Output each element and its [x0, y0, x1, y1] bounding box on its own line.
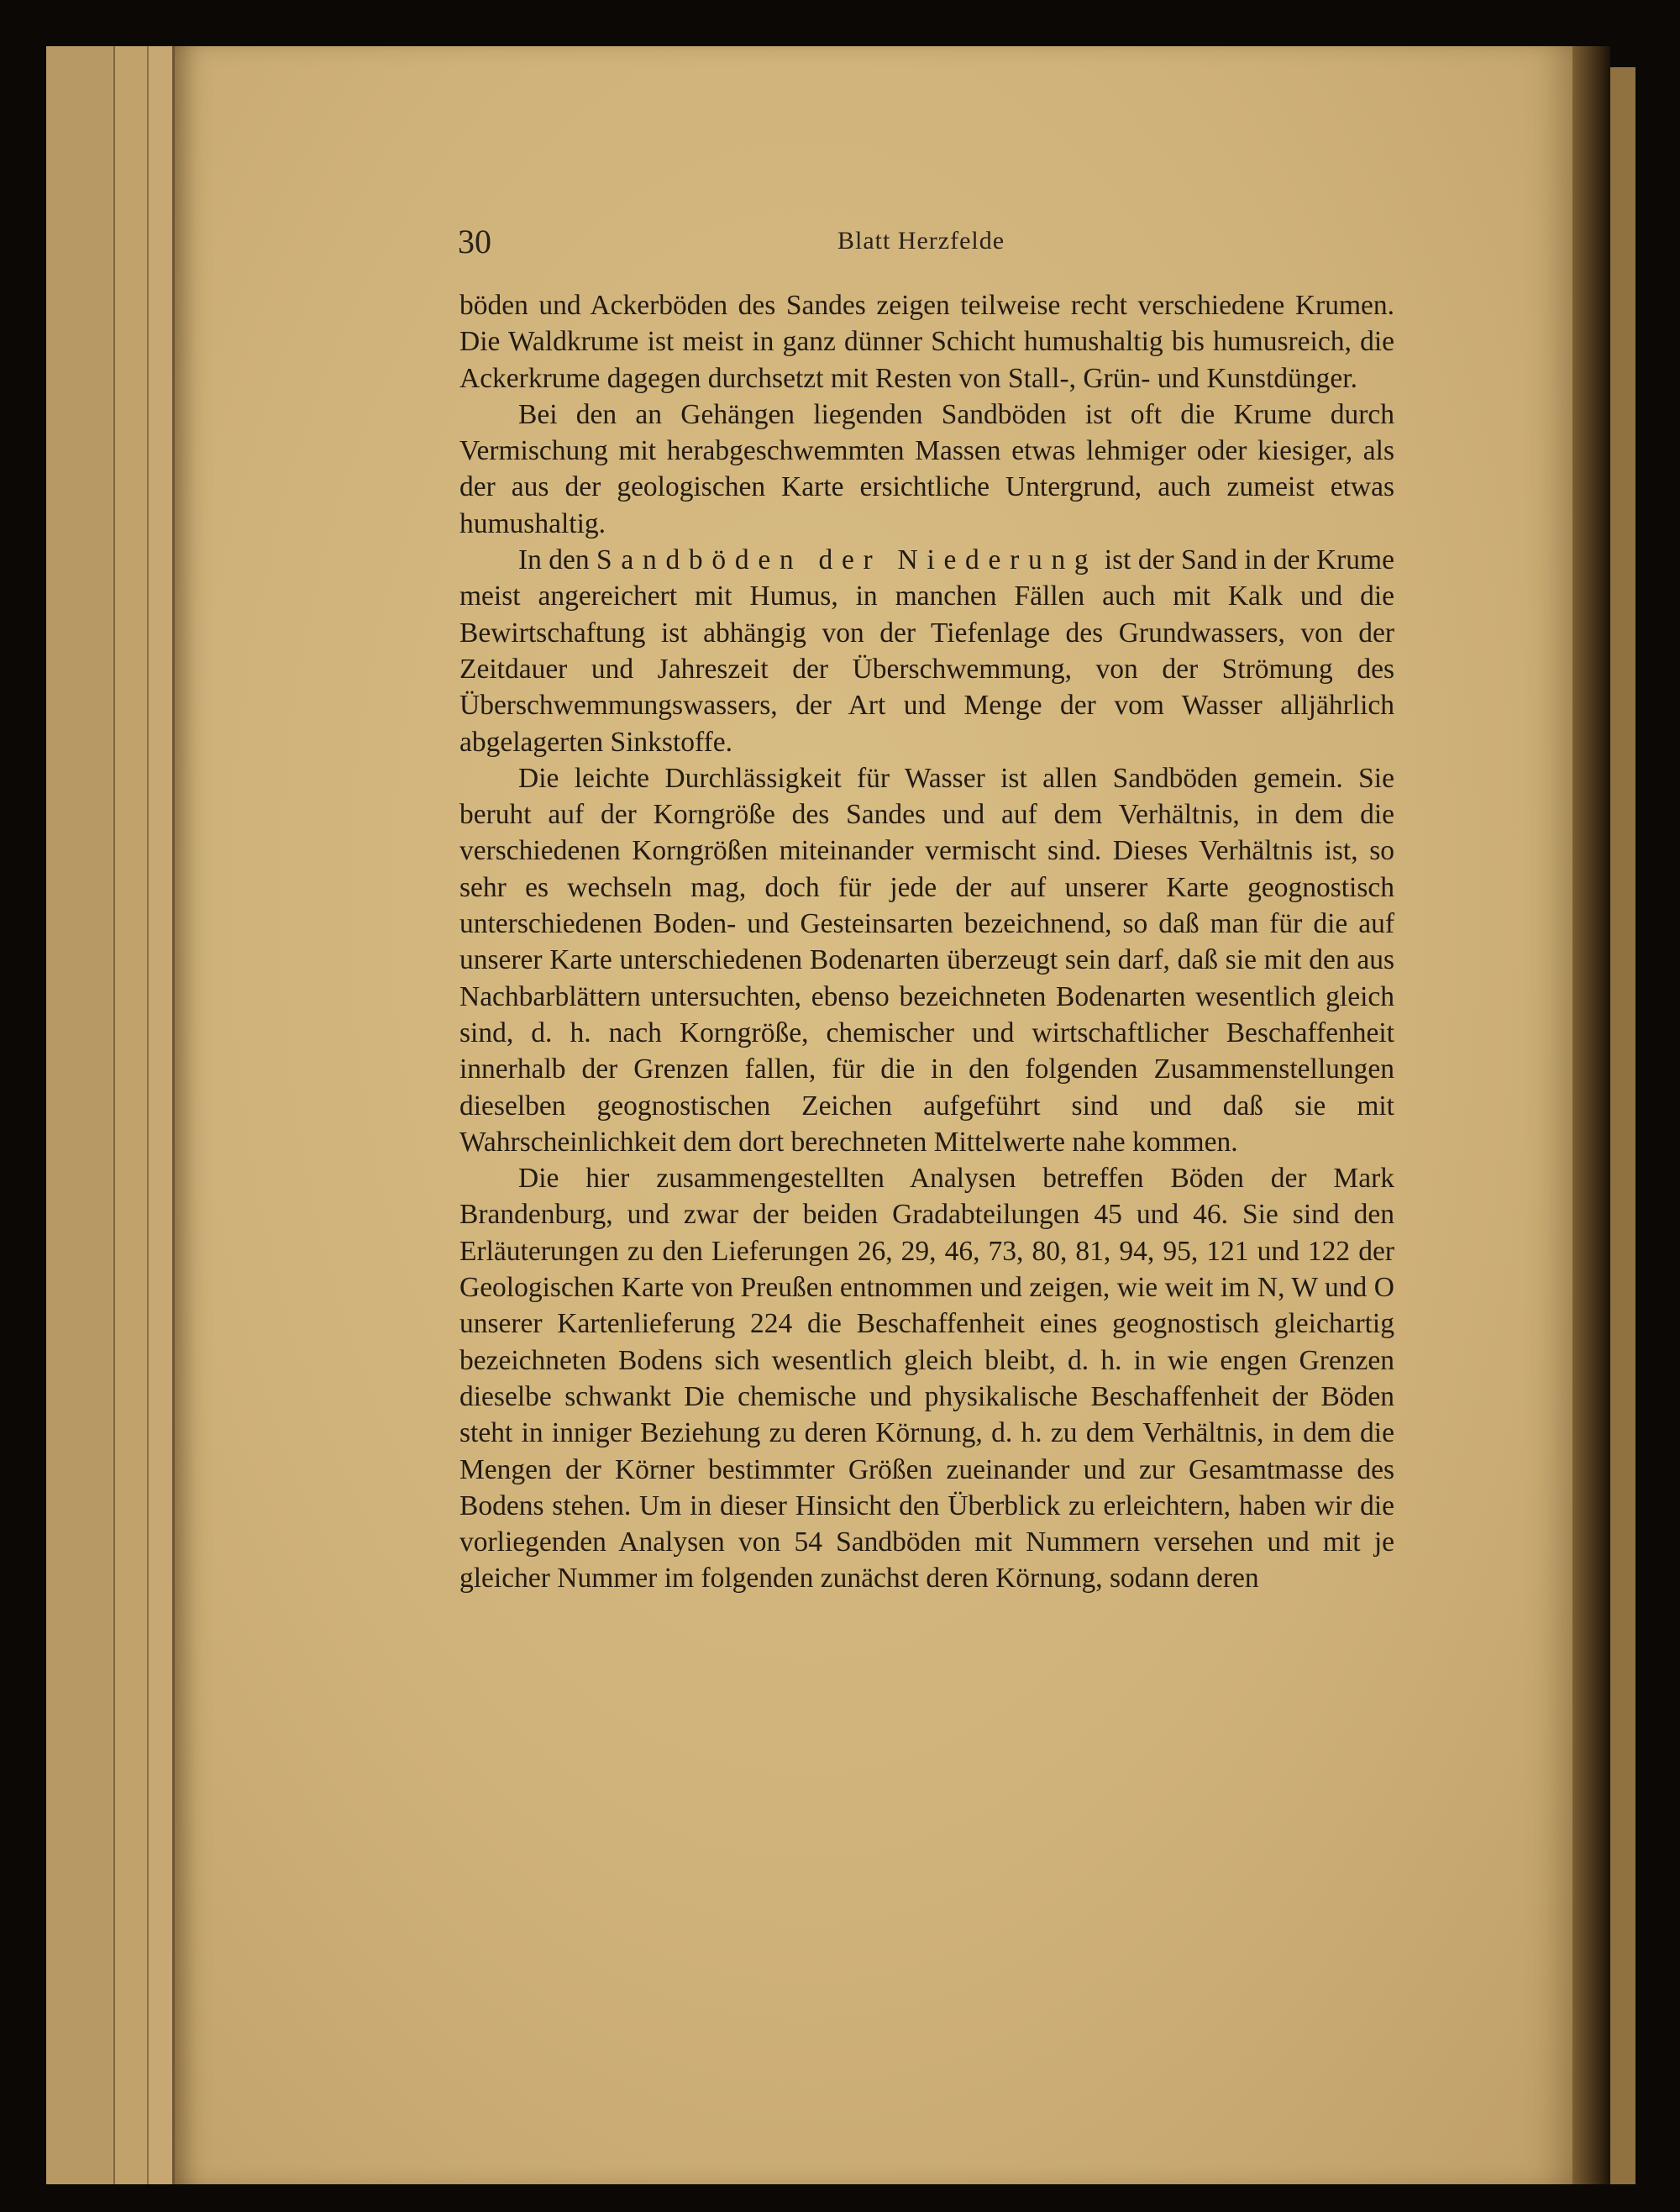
- page-header: [458, 225, 1399, 259]
- body-text: [459, 287, 1394, 1597]
- paragraph-3: [459, 542, 1394, 760]
- paragraph-2: Bei den an Gehängen liegenden Sandböden ist oft die Krume durch Vermischung mit herabgeschwemmten Massen etwas lehmiger oder kiesiger, als der aus der geologischen Karte ersichtliche Untergrund, auch zumeist etwas humushaltig.: [459, 398, 1394, 539]
- page-number: 30: [458, 223, 491, 260]
- paragraph-4: Die leichte Durchlässigkeit für Wasser ist allen Sandböden gemein. Sie beruht auf der Korngröße des Sandes und auf dem Verhältnis, in dem die verschiedenen Korngrößen miteinander vermischt sind. Dieses Verhältnis ist, so sehr es wechseln mag, doch für jede der auf unserer Karte geognostisch unterschiedenen Boden- und Gesteinsarten bezeichnend, so daß man für die auf unserer Karte unterschiedenen Bodenarten überzeugt sein darf, daß sie mit den aus Nachbarblättern untersuchten, ebenso bezeichneten Bodenarten wesentlich gleich sind, d. h. nach Korngröße, chemischer und wirtschaftlicher Beschaffenheit innerhalb der Grenzen fallen, für die in den folgenden Zusammenstellungen dieselben geognostischen Zeichen aufgeführt sind und daß sie mit Wahrscheinlichkeit dem dort berechneten Mittelwerte nahe kommen.: [459, 762, 1394, 1158]
- running-title: Blatt Herzfelde: [837, 227, 1005, 255]
- paragraph-5: Die hier zusammengestellten Analysen betreffen Böden der Mark Brandenburg, und zwar der beiden Gradabteilungen 45 und 46. Sie sind den Erläuterungen zu den Lieferungen 26, 29, 46, 73, 80, 81, 94, 95, 121 und 122 der Geologischen Karte von Preußen entnommen und zeigen, wie weit im N, W und O unserer Kartenlieferung 224 die Beschaffenheit eines geognostisch gleichartig bezeichneten Bodens sich wesentlich gleich bleibt, d. h. in wie engen Grenzen dieselbe schwankt Die chemische und physikalische Beschaffenheit der Böden steht in inniger Beziehung zu deren Körnung, d. h. zu dem Verhältnis, in dem die Mengen der Körner bestimmter Größen zueinander und zur Gesamtmasse des Bodens stehen. Um in dieser Hinsicht den Überblick zu erleichtern, haben wir die vorliegenden Analysen von 54 Sandböden mit Nummern versehen und mit je gleicher Nummer im folgenden zunächst deren Körnung, sodann deren: [459, 1163, 1394, 1595]
- book-spine-shadow: [1572, 46, 1610, 2184]
- paragraph-3-rest: ist der Sand in der Krume meist angereichert mit Humus, in manchen Fällen auch mit Kalk und die Bewirtschaftung ist abhängig von der Tiefenlage des Grundwassers, von der Zeitdauer und Jahreszeit der Überschwemmung, von der Strömung des Überschwemmungswassers, der Art und Menge der vom Wasser alljährlich abgelagerten Sinkstoffe.: [459, 544, 1394, 758]
- spaced-term: Sandböden der Niederung: [596, 544, 1098, 576]
- paragraph-3-lead: In den: [518, 544, 597, 576]
- paragraph-1: böden und Ackerböden des Sandes zeigen teilweise recht verschiedene Krumen. Die Waldkrume ist meist in ganz dünner Schicht humushaltig bis humusreich, die Ackerkrume dagegen durchsetzt mit Resten von Stall-, Grün- und Kunstdünger.: [459, 290, 1394, 394]
- facing-page-edge: [1610, 67, 1635, 2184]
